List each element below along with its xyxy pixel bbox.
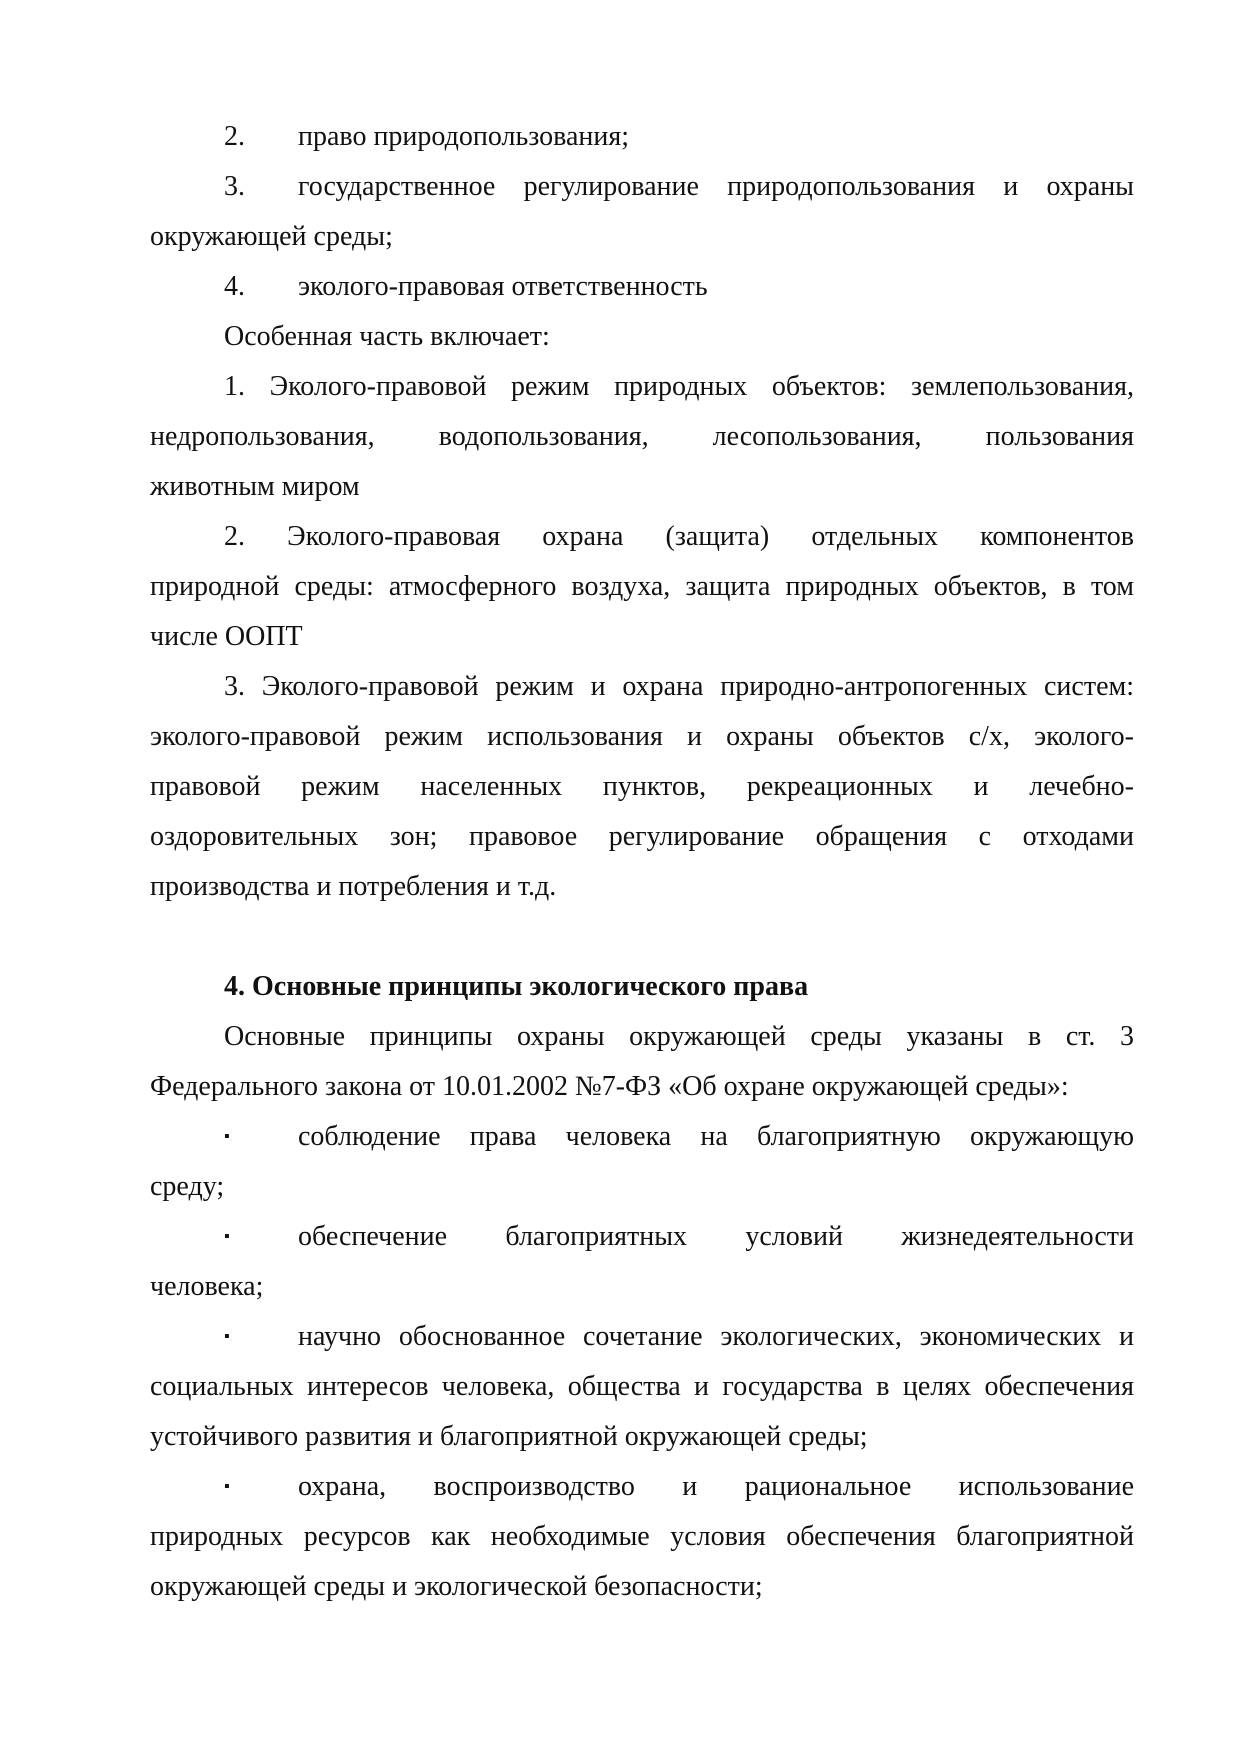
list-line: [150, 112, 1134, 162]
paragraph: [150, 312, 1134, 362]
list-line: [150, 1112, 1134, 1162]
text-line: оздоровительных зон; правовое регулирование обращения с отходами: [150, 821, 1134, 852]
numbered-item: [150, 162, 1134, 262]
list-number: 4.: [224, 271, 245, 302]
bullet-icon: ▪: [224, 1478, 230, 1495]
paragraph: [150, 1012, 1134, 1112]
text-line: человека;: [150, 1271, 264, 1302]
paragraph: [150, 512, 1134, 662]
text-line: 3. Эколого-правовой режим и охрана природно-антропогенных систем:: [224, 671, 1134, 702]
line-text: обеспечение благоприятных условий жизнедеятельности: [298, 1221, 1134, 1252]
bullet-icon: ▪: [224, 1228, 230, 1245]
list-line: [150, 1212, 1134, 1262]
line-text: научно обоснованное сочетание экологических, экономических и: [298, 1321, 1134, 1352]
text-line: 1. Эколого-правовой режим природных объектов: землепользования,: [224, 371, 1134, 402]
text-line: природных ресурсов как необходимые условия обеспечения благоприятной: [150, 1521, 1134, 1552]
text-line: 2. Эколого-правовая охрана (защита) отдельных компонентов: [224, 521, 1134, 552]
bullet-icon: ▪: [224, 1128, 230, 1145]
text-line: правовой режим населенных пунктов, рекреационных и лечебно-: [150, 771, 1134, 802]
document-page: [150, 112, 1134, 1612]
list-line: [150, 1312, 1134, 1362]
line-text: государственное регулирование природопользования и охраны: [298, 171, 1134, 202]
line-text: соблюдение права человека на благоприятную окружающую: [298, 1121, 1134, 1152]
text-line: Федерального закона от 10.01.2002 №7-ФЗ «Об охране окружающей среды»:: [150, 1071, 1069, 1102]
list-number: 3.: [224, 171, 245, 202]
text-line: окружающей среды;: [150, 221, 393, 252]
bullet-icon: ▪: [224, 1328, 230, 1345]
line-text: охрана, воспроизводство и рациональное использование: [298, 1471, 1134, 1502]
text-line: Основные принципы охраны окружающей среды указаны в ст. 3: [224, 1021, 1134, 1052]
text-line: эколого-правовой режим использования и охраны объектов с/х, эколого-: [150, 721, 1134, 752]
paragraph: [150, 362, 1134, 512]
text-line: окружающей среды и экологической безопасности;: [150, 1571, 763, 1602]
list-number: 2.: [224, 121, 245, 152]
numbered-item: [150, 112, 1134, 162]
paragraph: [150, 662, 1134, 912]
text-line: числе ООПТ: [150, 621, 303, 652]
section-heading: 4. Основные принципы экологического права: [224, 971, 809, 1002]
numbered-item: [150, 262, 1134, 312]
text-line: природной среды: атмосферного воздуха, защита природных объектов, в том: [150, 571, 1134, 602]
list-line: [150, 162, 1134, 212]
line-text: эколого-правовая ответственность: [298, 271, 708, 302]
line-text: право природопользования;: [298, 121, 630, 152]
list-line: [150, 262, 1134, 312]
spacer: [150, 912, 1134, 962]
text-line: животным миром: [150, 471, 360, 502]
text-line: недропользования, водопользования, лесопользования, пользования: [150, 421, 1134, 452]
text-line: социальных интересов человека, общества и государства в целях обеспечения: [150, 1371, 1134, 1402]
text-line: Особенная часть включает:: [224, 321, 550, 352]
list-line: [150, 1462, 1134, 1512]
text-line: устойчивого развития и благоприятной окружающей среды;: [150, 1421, 868, 1452]
text-line: среду;: [150, 1171, 225, 1202]
bullet-item: [150, 1112, 1134, 1212]
bullet-item: [150, 1462, 1134, 1612]
text-line: производства и потребления и т.д.: [150, 871, 557, 902]
bullet-item: [150, 1212, 1134, 1312]
bullet-item: [150, 1312, 1134, 1462]
